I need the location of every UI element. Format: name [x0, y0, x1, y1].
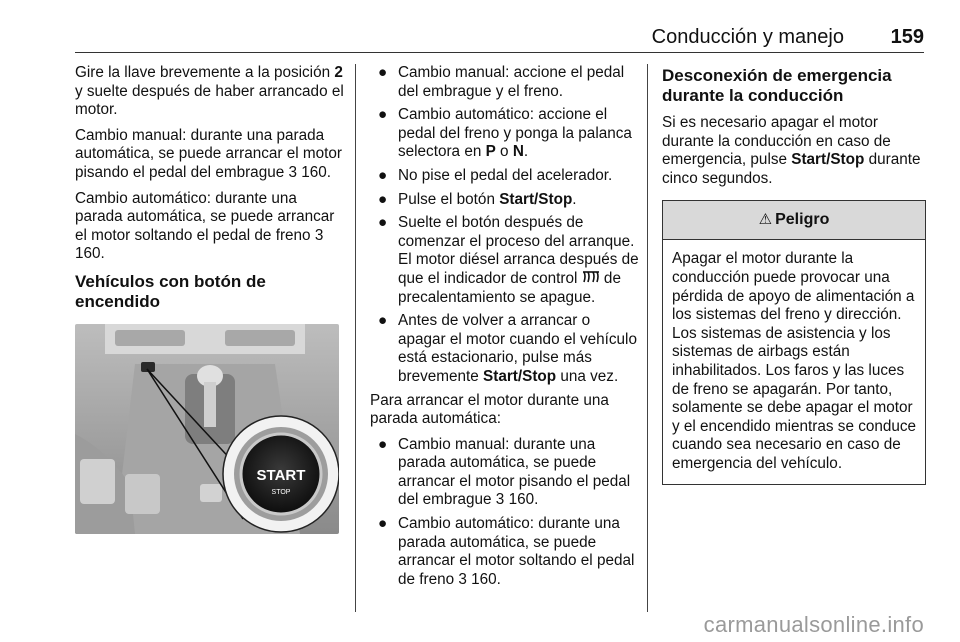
page-number: 159 — [890, 26, 924, 48]
bullet-icon: ● — [378, 64, 388, 81]
section-title: Conducción y manejo — [651, 26, 844, 48]
list-item: ● Cambio manual: durante una parada automática, se puede arrancar el motor pisando el pedal del embrague 3 160. — [378, 435, 631, 509]
heading-start-button-vehicles: Vehículos con botón de encendido — [75, 271, 266, 311]
ref-arrow-icon: 3 — [288, 163, 297, 181]
paragraph-key-start: Gire la llave brevemente a la posición 2 y suelte después de haber arrancado el motor. — [75, 64, 344, 119]
paragraph-restart-intro: Para arrancar el motor durante una parada automática: — [370, 391, 609, 428]
bullet-icon: ● — [378, 515, 388, 533]
page-ref: 160. — [301, 163, 332, 181]
bullet-icon: ● — [378, 190, 388, 208]
ref-arrow-icon: 3 — [495, 491, 505, 509]
list-item: ● Cambio manual: accione el pedal del embrague y el freno. — [378, 64, 625, 100]
start-label: START — [256, 466, 306, 484]
column-divider — [647, 64, 648, 612]
column-divider — [355, 64, 356, 612]
stop-label: STOP — [271, 488, 291, 496]
page-ref: 160. — [508, 491, 539, 509]
ref-arrow-icon: 3 — [458, 570, 467, 588]
warning-box — [662, 200, 926, 484]
ref-arrow-icon: 3 — [314, 226, 324, 244]
column-middle — [370, 64, 640, 594]
list-item: ● Cambio automático: durante una parada automática, se puede arrancar el motor soltando el pedal de freno 3 160. — [378, 515, 635, 588]
warning-header — [663, 201, 925, 240]
column-right — [662, 64, 926, 485]
list-item: ● Pulse el botón Start/Stop. — [378, 190, 577, 208]
page-header — [75, 22, 924, 53]
warning-title: Peligro — [775, 211, 830, 229]
heading-emergency-shutdown: Desconexión de emergencia durante la conducción — [662, 66, 892, 105]
warning-text: Apagar el motor durante la conducción puede provocar una pérdida de apoyo de alimentación a los sistemas del freno y dirección. Los sistemas de asistencia y los sistemas de airbags están inhabilitados. Los faros y las luces de freno se apagarán. Por tanto, solamente se debe apagar el motor y el encendido mientras se conduce cuando sea necesario en caso de emergencia del vehículo. — [672, 250, 917, 472]
list-item: ● No pise el pedal del acelerador. — [378, 166, 613, 184]
bullet-icon: ● — [378, 312, 388, 330]
start-button-illustration — [75, 324, 339, 534]
list-item: ● Antes de volver a arrancar o apagar el motor cuando el vehículo está estacionario, pulse más brevemente Start/Stop una vez. — [378, 312, 637, 385]
dashboard-illustration-icon — [75, 324, 339, 534]
bullet-icon: ● — [378, 435, 388, 453]
watermark: carmanualsonline.info — [703, 612, 924, 637]
page-ref: 160. — [471, 570, 501, 588]
paragraph-emergency: Si es necesario apagar el motor durante la conducción en caso de emergencia, pulse Start/Stop durante cinco segundos. — [662, 114, 921, 187]
bullet-icon: ● — [378, 214, 388, 232]
list-item: ● Suelte el botón después de comenzar el proceso del arranque. El motor diésel arranca después de que el indicador de control de precalentamiento se apague. — [378, 214, 639, 306]
list-item: ● Cambio automático: accione el pedal del freno y ponga la palanca selectora en P o N. — [378, 106, 632, 161]
page-ref: 160. — [75, 245, 105, 263]
glow-plug-icon — [582, 270, 600, 284]
key-position: 2 — [334, 64, 343, 81]
paragraph-manual-restart: Cambio manual: durante una parada automática, se puede arrancar el motor pisando el pedal del embrague 3 160. — [75, 126, 342, 181]
column-left — [75, 64, 345, 534]
warning-triangle-icon: ⚠ — [758, 211, 773, 229]
paragraph-automatic-restart: Cambio automático: durante una parada automática, se puede arrancar el motor soltando el pedal de freno 3 160. — [75, 189, 335, 263]
bullet-icon: ● — [378, 106, 388, 124]
bullet-icon: ● — [378, 166, 388, 184]
